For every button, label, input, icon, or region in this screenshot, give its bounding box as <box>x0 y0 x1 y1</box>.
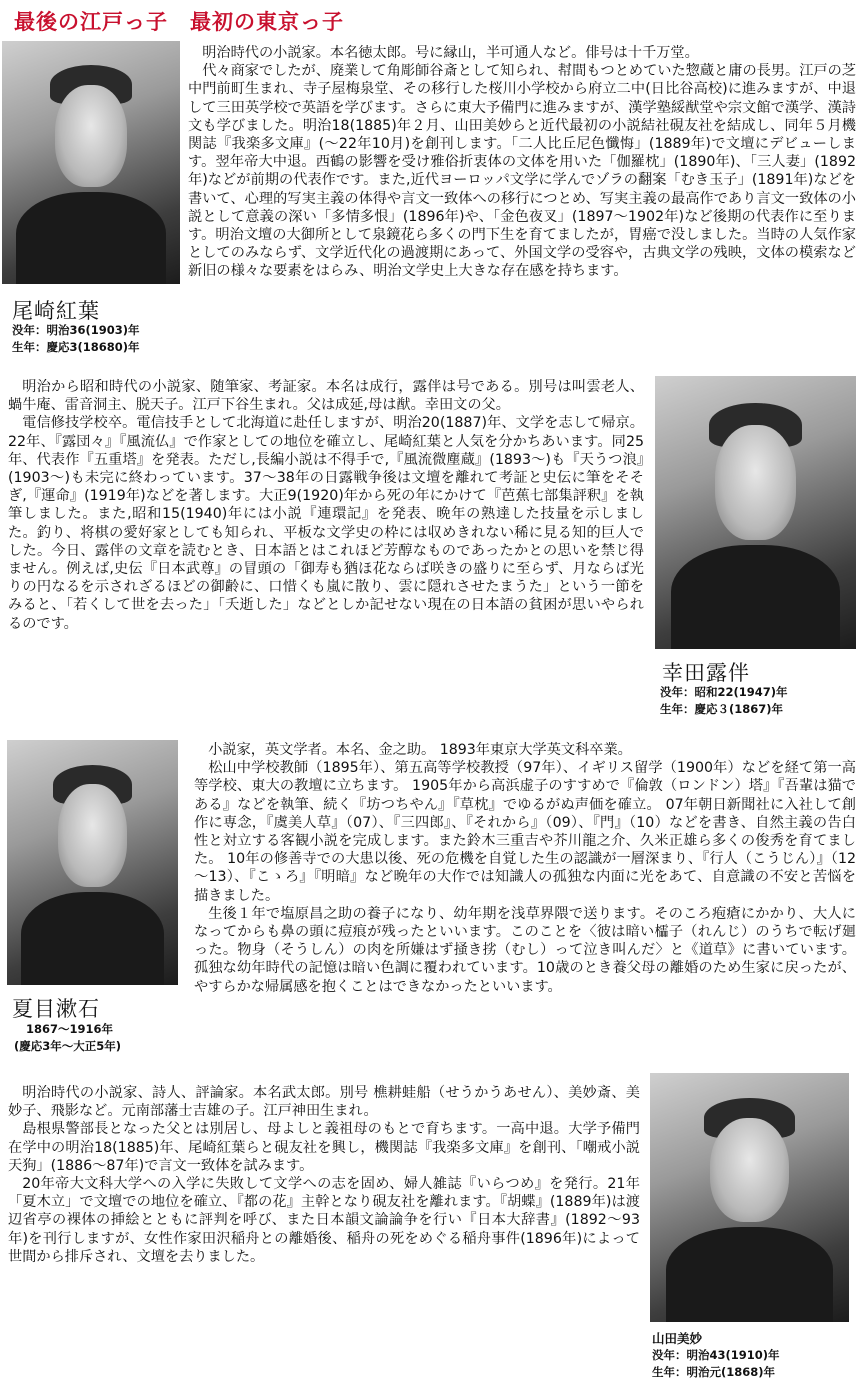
biography-natsume <box>194 741 856 996</box>
death-year: 没年：明治43(1910)年 <box>652 1348 780 1362</box>
author-name-yamada: 山田美妙 <box>652 1331 703 1346</box>
birth-year: 生年：明治元(1868)年 <box>652 1365 776 1379</box>
author-name-natsume: 夏目漱石 <box>12 997 100 1021</box>
bio-paragraph: 20年帝大文科大学への入学に失敗して文学への志を固め、婦人雑誌『いらつめ』を発行。21年「夏木立」で文壇での地位を確立、『都の花』主幹となり硯友社を離れます。『胡蝶』(1889年)は渡辺省亭の裸体の挿絵とともに評判を呼び、また日本韻文論論争を行い『日本大辞書』(1892～93年)を刊行しますが、女性作家田沢稲舟との離婚後、稲舟の死をめぐる稲舟事件(1896年)によって世間から排斥され、文壇を去りました。 <box>8 1176 640 1265</box>
bio-paragraph: 明治時代の小説家。本名徳太郎。号に縁山，半可通人など。俳号は十千万堂。 <box>202 45 699 61</box>
bio-paragraph: 明治から昭和時代の小説家、随筆家、考証家。本名は成行，露伴は号である。別号は叫雲老人、蝸牛庵、雷音洞主、脱天子。江戸下谷生まれ。父は成延,母は猷。幸田文の父。 <box>8 379 644 414</box>
photo-face-shape <box>55 85 126 187</box>
bio-paragraph: 小説家，英文学者。本名、金之助。 1893年東京大学英文科卒業。 <box>208 742 632 758</box>
birth-year: 生年：慶応３(1867)年 <box>660 702 784 716</box>
author-name-koda: 幸田露伴 <box>662 661 750 685</box>
portrait-photo-natsume <box>7 740 178 985</box>
bio-paragraph: 代々商家でしたが、廃業して角彫師谷斎として知られ、幇間もつとめていた惣蔵と庸の長男。江戸の芝中門前町生まれ、寺子屋梅泉堂、その移行した桜川小学校から府立二中(日比谷高校)に進みますが、中退して三田英学校で英語を学びます。さらに東大予備門に進みますが、漢学塾綏猷堂や宗文館で漢学、漢詩文も学びました。明治18(1885)年２月、山田美妙らと近代最初の小説結社硯友社を結成し、同年５月機関誌『我楽多文庫』(～22年10月)を創刊します。「二人比丘尼色懺悔」(1889年)で文壇にデビューします。翌年帝大中退。西鶴の影響を受け雅俗折衷体の文体を用いた「伽羅枕」(1890年)、「三人妻」(1892年)などが前期の代表作です。また,近代ヨーロッパ文学に学んでゾラの翻案「むき玉子」(1891年)などを書いて、心理的写実主義の体得や言文一致体への移行につとめ、写実主義の最高作であり言文一致体の小説として意義の深い「多情多恨」(1896年)や、「金色夜叉」(1897～1902年)など後期の代表作に至ります。明治文壇の大御所として泉鏡花ら多くの門下生を育てましたが，胃癌で没しました。当時の人気作家としてのみならず、文学近代化の過渡期にあって、外国文学の受容や，古典文学の残映，文体の模索など新旧の様々な要素をはらみ、明治文学史上大きな存在感を持ちます。 <box>188 63 856 280</box>
author-dates-koda <box>660 684 788 718</box>
bio-paragraph: 電信修技学校卒。電信技手として北海道に赴任しますが、明治20(1887)年、文学を志して帰京。22年、『露団々』『風流仏』で作家としての地位を確立し、尾崎紅葉と人気を分かちあいます。同25年、代表作『五重塔』を発表。ただし,長編小説は不得手で,『風流微塵蔵』(1893～)も『天うつ浪』(1903～)も未完に終わっています。37～38年の日露戦争後は文壇を離れて考証と史伝に筆をそそぎ,『運命』(1919年)などを著します。大正9(1920)年から死の年にかけて『芭蕉七部集評釈』を執筆しました。また,昭和15(1940)年には小説『連環記』を発表、晩年の熟達した技量を示しました。釣り、将棋の愛好家としても知られ、平板な文学史の枠には収めきれない稀に見る知的巨人でした。今日、露伴の文章を読むとき、日本語とはこれほど芳醇なものであったかとの思いを禁じ得ません。例えば,史伝『日本武尊』の冒頭の「御寿も猶ほ花ならば咲きの盛りに至らず、月ならば光りの円なるを示されざるほどの御齢に、口惜くも嵐に散り、雲に隠れさせたまうた」という一節をみると、「若くして世を去った」「夭逝した」などとしか記せない現在の日本語の貧困が思いやられるのです。 <box>8 415 644 632</box>
author-name-ozaki: 尾崎紅葉 <box>12 299 100 323</box>
bio-paragraph: 松山中学校教師（1895年）、第五高等学校教授（97年）、イギリス留学（1900年）などを経て第一高等学校、東大の教壇に立ちます。 1905年から高浜虚子のすすめで『倫敦（ロンドン）塔』『吾輩は猫である』などを執筆、続く『坊つちやん』『草枕』でゆるがぬ声価を確立。 07年朝日新聞社に入社して創作に専念，『虞美人草』（07）、『三四郎』、『それから』（09）、『門』（10）などを書き、自然主義の告白性と対立する客観小説を完成します。また鈴木三重吉や芥川龍之介、久米正雄ら多くの俊秀を育てました。 10年の修善寺での大患以後、死の危機を自覚した生の認識が一層深まり、『行人（こうじん）』（12～13）、『こゝろ』『明暗』など晩年の大作では知識人の孤独な内面に光をあて、自意識の不安と苦悩を描きました。 <box>194 760 856 904</box>
photo-body-shape <box>21 892 165 985</box>
photo-body-shape <box>16 192 166 284</box>
life-years: 1867～1916年 <box>26 1022 114 1036</box>
photo-face-shape <box>715 425 795 540</box>
photo-face-shape <box>58 784 126 887</box>
portrait-photo-ozaki <box>2 41 180 284</box>
portrait-photo-koda <box>655 376 856 649</box>
author-dates-ozaki <box>12 322 140 356</box>
biography-ozaki <box>188 44 856 281</box>
page-title: 最後の江戸っ子 最初の東京っ子 <box>14 10 344 34</box>
photo-body-shape <box>666 1227 833 1322</box>
bio-paragraph: 島根県警部長となった父とは別居し、母よしと義祖母のもとで育ちます。一高中退。大学予備門在学中の明治18(1885)年、尾崎紅葉らと硯友社を興し，機関誌『我楽多文庫』を創刊、「嘲戒小説天狗」(1886～87年)で言文一致体を試みます。 <box>8 1121 640 1174</box>
birth-year: 生年：慶応3(18680)年 <box>12 340 140 354</box>
bio-paragraph: 明治時代の小説家、詩人、評論家。本名武太郎。別号 樵耕蛙船（せうかうあせん）、美妙斎、美妙子、飛影など。元南部藩士吉雄の子。江戸神田生まれ。 <box>8 1085 640 1120</box>
author-info-yamada <box>652 1330 780 1381</box>
author-dates-natsume <box>14 1021 121 1055</box>
death-year: 没年：昭和22(1947)年 <box>660 685 788 699</box>
biography-koda <box>8 378 644 633</box>
photo-face-shape <box>710 1118 790 1223</box>
life-years-era: (慶応3年～大正5年) <box>14 1039 122 1053</box>
portrait-photo-yamada <box>650 1073 849 1322</box>
bio-paragraph: 生後１年で塩原昌之助の養子になり、幼年期を浅草界隈で送ります。そのころ疱瘡にかかり、大人になってからも鼻の頭に痘痕が残ったといいます。このことを〈彼は暗い櫺子（れんじ）のうちで転げ廻った。物身（そうしん）の肉を所嫌はず掻き挘（むし）って泣き叫んだ〉と《道草》に書いています。孤独な幼年時代の記憶は暗い色調に覆われています。10歳のとき養父母の離婚のため生家に戻ったが、やすらかな帰属感を抱くことはできなかったといいます。 <box>194 905 856 995</box>
biography-yamada <box>8 1084 640 1266</box>
photo-body-shape <box>671 545 840 649</box>
death-year: 没年：明治36(1903)年 <box>12 323 140 337</box>
